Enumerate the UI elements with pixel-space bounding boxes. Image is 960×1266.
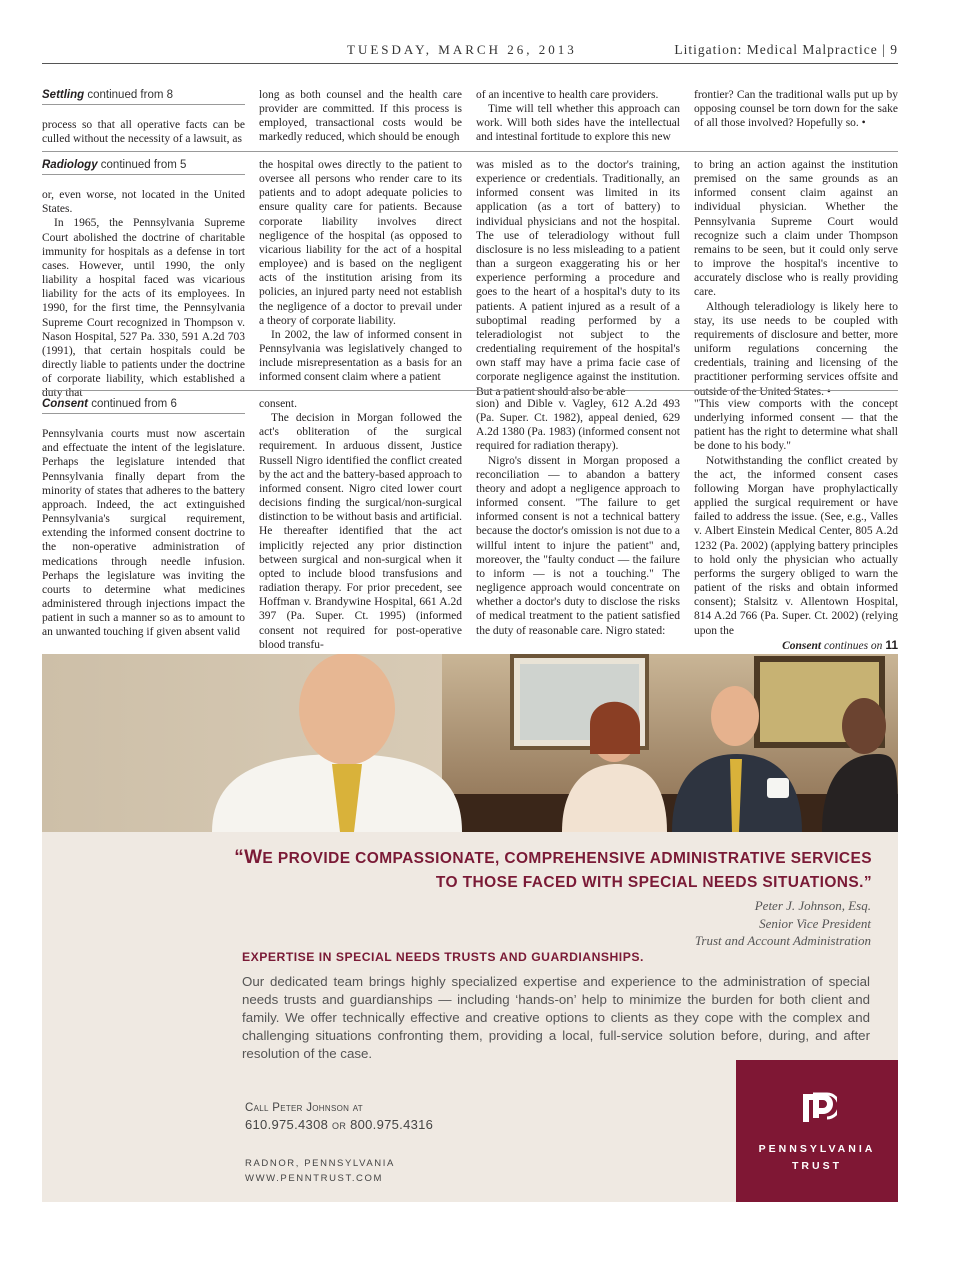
ad-address: RADNOR, PENNSYLVANIA bbox=[245, 1158, 395, 1169]
penn-trust-mark-icon bbox=[736, 1090, 898, 1131]
radiology-jump-head: Radiology continued from 5 bbox=[42, 158, 245, 175]
phone-numbers: 610.975.4308 or 800.975.4316 bbox=[245, 1117, 434, 1132]
consent-text-4a: "This view comports with the concept underlying informed consent — that the patient has the right to determine what shall be done to his body." bbox=[694, 398, 898, 453]
ad-website[interactable]: WWW.PENNTRUST.COM bbox=[245, 1173, 384, 1184]
ad-signature bbox=[695, 897, 871, 950]
consent-col-1 bbox=[42, 397, 245, 640]
consent-text-4b: Notwithstanding the conflict created by the act, the informed consent cases following Morgan have prophylactically applied the surgical requirement or have failed to address the issue. (See, e.g., Valles v. Albert Einstein Medical Center, 805 A.2d 1232 (Pa. 2002) (applying battery principles to hold only the physician who actually performs the surgery obliged to warn the patient of the risks and obtain informed consent); Stalsitz v. Allentown Hospital, 814 A.2d 766 (Pa. Super. Ct. 2002) (relying upon the bbox=[694, 454, 898, 637]
ad-subheading: EXPERTISE IN SPECIAL NEEDS TRUSTS AND GUARDIANSHIPS. bbox=[242, 950, 644, 964]
settling-text-3b: Time will tell whether this approach can work. Will both sides have the intellectual and intestinal fortitude to explore this new bbox=[476, 103, 680, 144]
radiology-col-1 bbox=[42, 158, 245, 401]
settling-col-1 bbox=[42, 88, 245, 146]
phone-primary[interactable]: 610.975.4308 bbox=[245, 1117, 329, 1132]
signer-title: Senior Vice President bbox=[759, 915, 871, 931]
signer-name: Peter J. Johnson, Esq. bbox=[754, 898, 871, 913]
consent-text-3b: Nigro's dissent in Morgan proposed a reconciliation — to abandon a battery theory and adopt a negligence approach to informed consent. "The failure to get informed consent is not a technical battery because the doctor's omission is not due to a willful intent to injure the patient" and, moreover, the "faulty conduct — the failure to inform — is not a touching." The negligence approach would concentrate on whether a doctor's duty to disclose the risks of medical treatment to the patient satisfied the duty of reasonable care. Nigro stated: bbox=[476, 454, 680, 637]
settling-col-2 bbox=[259, 88, 462, 145]
consent-text-2b: The decision in Morgan followed the act's obliteration of the surgical requirement. In arduous dissent, Justice Russell Nigro identified the conflict created by the act and the battery-based approach to informed consent. Nigro cited lower court decisions finding the surgical/non-surgical distinction to be without basis and artificial. He thereafter identified that the act implicitly rejected any prior distinction between surgical and non-surgical when it opted to include blood transfusions and radiation therapy. For prior precedent, see Hoffman v. Brandywine Hospital, 661 A.2d 397 (Pa. Super. Ct. 1995) (informed consent not required for post-operative blood transfu- bbox=[259, 412, 462, 651]
settling-text-4: frontier? Can the traditional walls put up by opposing counsel be torn down for the sake of all those involved? Hopefully so. • bbox=[694, 89, 898, 130]
consent-col-2 bbox=[259, 397, 462, 652]
settling-text-2: long as both counsel and the health care provider are committed. If this process is employed, transactional costs would be markedly reduced, which should be enough bbox=[259, 89, 462, 144]
settling-text-1: process so that all operative facts can be culled without the necessity of a lawsuit, as bbox=[42, 119, 245, 146]
logo-wordmark-line2: TRUST bbox=[792, 1160, 842, 1172]
settling-col-4 bbox=[694, 88, 898, 130]
call-line: Call Peter Johnson at bbox=[245, 1102, 363, 1114]
ad-quote: “WE PROVIDE COMPASSIONATE, COMPREHENSIVE ADMINISTRATIVE SERVICES TO THOSE FACED WITH SPECIAL NEEDS SITUATIONS.” bbox=[234, 847, 872, 891]
section-page-label: Litigation: Medical Malpractice | 9 bbox=[674, 42, 898, 57]
radiology-text-1b: In 1965, the Pennsylvania Supreme Court abolished the doctrine of charitable immunity for hospitals as a defense in tort cases. However, until 1990, the only liability a hospital faced was vicarious liability for the acts of its employees. In 1990, for the first time, the Pennsylvania Supreme Court recognized in Thompson v. Nason Hospital, 527 Pa. 330, 591 A.2d 703 (1991), that certain hospitals could be directly liable to patients under the doctrine of corporate liability, which established a duty that bbox=[42, 217, 245, 400]
radiology-col-4 bbox=[694, 158, 898, 399]
header-rule bbox=[42, 63, 898, 64]
logo-wordmark-line1: PENNSYLVANIA bbox=[758, 1143, 876, 1155]
consent-jump-line: Consent continues on 11 bbox=[782, 637, 898, 652]
ad-photo-illustration bbox=[42, 654, 898, 832]
ad-body-text: Our dedicated team brings highly specialized expertise and experience to the administration of special needs trusts and guardianships — including ‘hands-on’ help to minimize the burden for both client and family. We offer technically effective and creative options to clients as they cope with the complex and challenging situations confronting them, providing a local, full-service solution before, during, and after resolution of the case. bbox=[242, 974, 870, 1061]
penn-trust-logo bbox=[736, 1060, 898, 1202]
radiology-text-4a: to bring an action against the institution premised on the same grounds as an informed consent claim against an individual physician. Whether the Pennsylvania Supreme Court would recognize such a claim under Thompson remains to be seen, but it could only serve to improve the hospital's incentive to accurately disclose who is really providing care. bbox=[694, 159, 898, 299]
radiology-text-2a: the hospital owes directly to the patient to oversee all persons who render care to its patients and to adopt adequate policies to ensure quality care for patients. Because corporate liability involves direct negligence of the hospital (as opposed to vicarious liability for the act of a hospital employee) and is based on the negligent acts of the institution arising from its policies, an injured party need not establish the negligence of a doctor to prevail under a theory of corporate liability. bbox=[259, 159, 462, 327]
radiology-col-3 bbox=[476, 158, 680, 399]
consent-text-1: Pennsylvania courts must now ascertain and effectuate the intent of the legislature. Perhaps the legislature intended that Pennsylvania finally depart from the minority of states that adheres to the battery approach. Indeed, the act extinguished Pennsylvania's surgical requirement, extending the informed consent doctrine to the non-operative administration of medications through needle infusion. Perhaps the legislature was inviting the courts to determine what medicines administered through injections impact the patient in such a manner so as to amount to an unwanted touching if given absent valid bbox=[42, 428, 245, 639]
signer-department: Trust and Account Administration bbox=[694, 933, 871, 948]
consent-text-2a: consent. bbox=[259, 398, 298, 410]
radiology-text-2b: In 2002, the law of informed consent in Pennsylvania was legislatively changed to include misrepresentation as a basis for an informed consent claim where a patient bbox=[259, 328, 462, 384]
consent-col-3 bbox=[476, 397, 680, 638]
penn-trust-advertisement bbox=[42, 654, 898, 1202]
section-divider bbox=[42, 151, 898, 152]
section-divider bbox=[42, 390, 898, 391]
ad-photo bbox=[42, 654, 898, 832]
running-head bbox=[42, 42, 898, 60]
radiology-text-4b: Although teleradiology is likely here to stay, its use needs to be coupled with requirements of disclosure and better, more uniform regulations concerning the credentials, training and licensing of the practitioner performing services offsite and outside of the United States. • bbox=[694, 300, 898, 398]
radiology-text-3: was misled as to the doctor's training, experience or credentials. Traditionally, an informed consent was limited in its application (as a tort of battery) to individual physicians and not the hospital. The use of teleradiology without full disclosure is no less misleading to a patient than a surgeon exaggerating his or her experience performing a procedure and goes to the heart of a hospital's duty to its patients. A patient injured as a result of a suboptimal reading performed by a teleradiologist not subject to the credentialing requirement of the hospital's own staff may have a prima facie case of corporate negligence against the institution. But a patient should also be able bbox=[476, 159, 680, 398]
settling-text-3a: of an incentive to health care providers. bbox=[476, 89, 659, 101]
radiology-text-1a: or, even worse, not located in the United States. bbox=[42, 189, 245, 216]
phone-tollfree[interactable]: 800.975.4316 bbox=[350, 1117, 434, 1132]
consent-col-4 bbox=[694, 397, 898, 653]
ad-contact-block bbox=[245, 1102, 433, 1184]
consent-jump-head: Consent continued from 6 bbox=[42, 397, 245, 414]
consent-text-3a: sion) and Dible v. Vagley, 612 A.2d 493 (Pa. Super. Ct. 1982), appeal denied, 629 A.2d 1380 (Pa. 1983) (informed consent not required for radiation therapy). bbox=[476, 398, 680, 453]
settling-jump-head: Settling continued from 8 bbox=[42, 88, 245, 105]
issue-date: TUESDAY, MARCH 26, 2013 bbox=[347, 42, 577, 57]
settling-col-3 bbox=[476, 88, 680, 145]
radiology-col-2 bbox=[259, 158, 462, 385]
